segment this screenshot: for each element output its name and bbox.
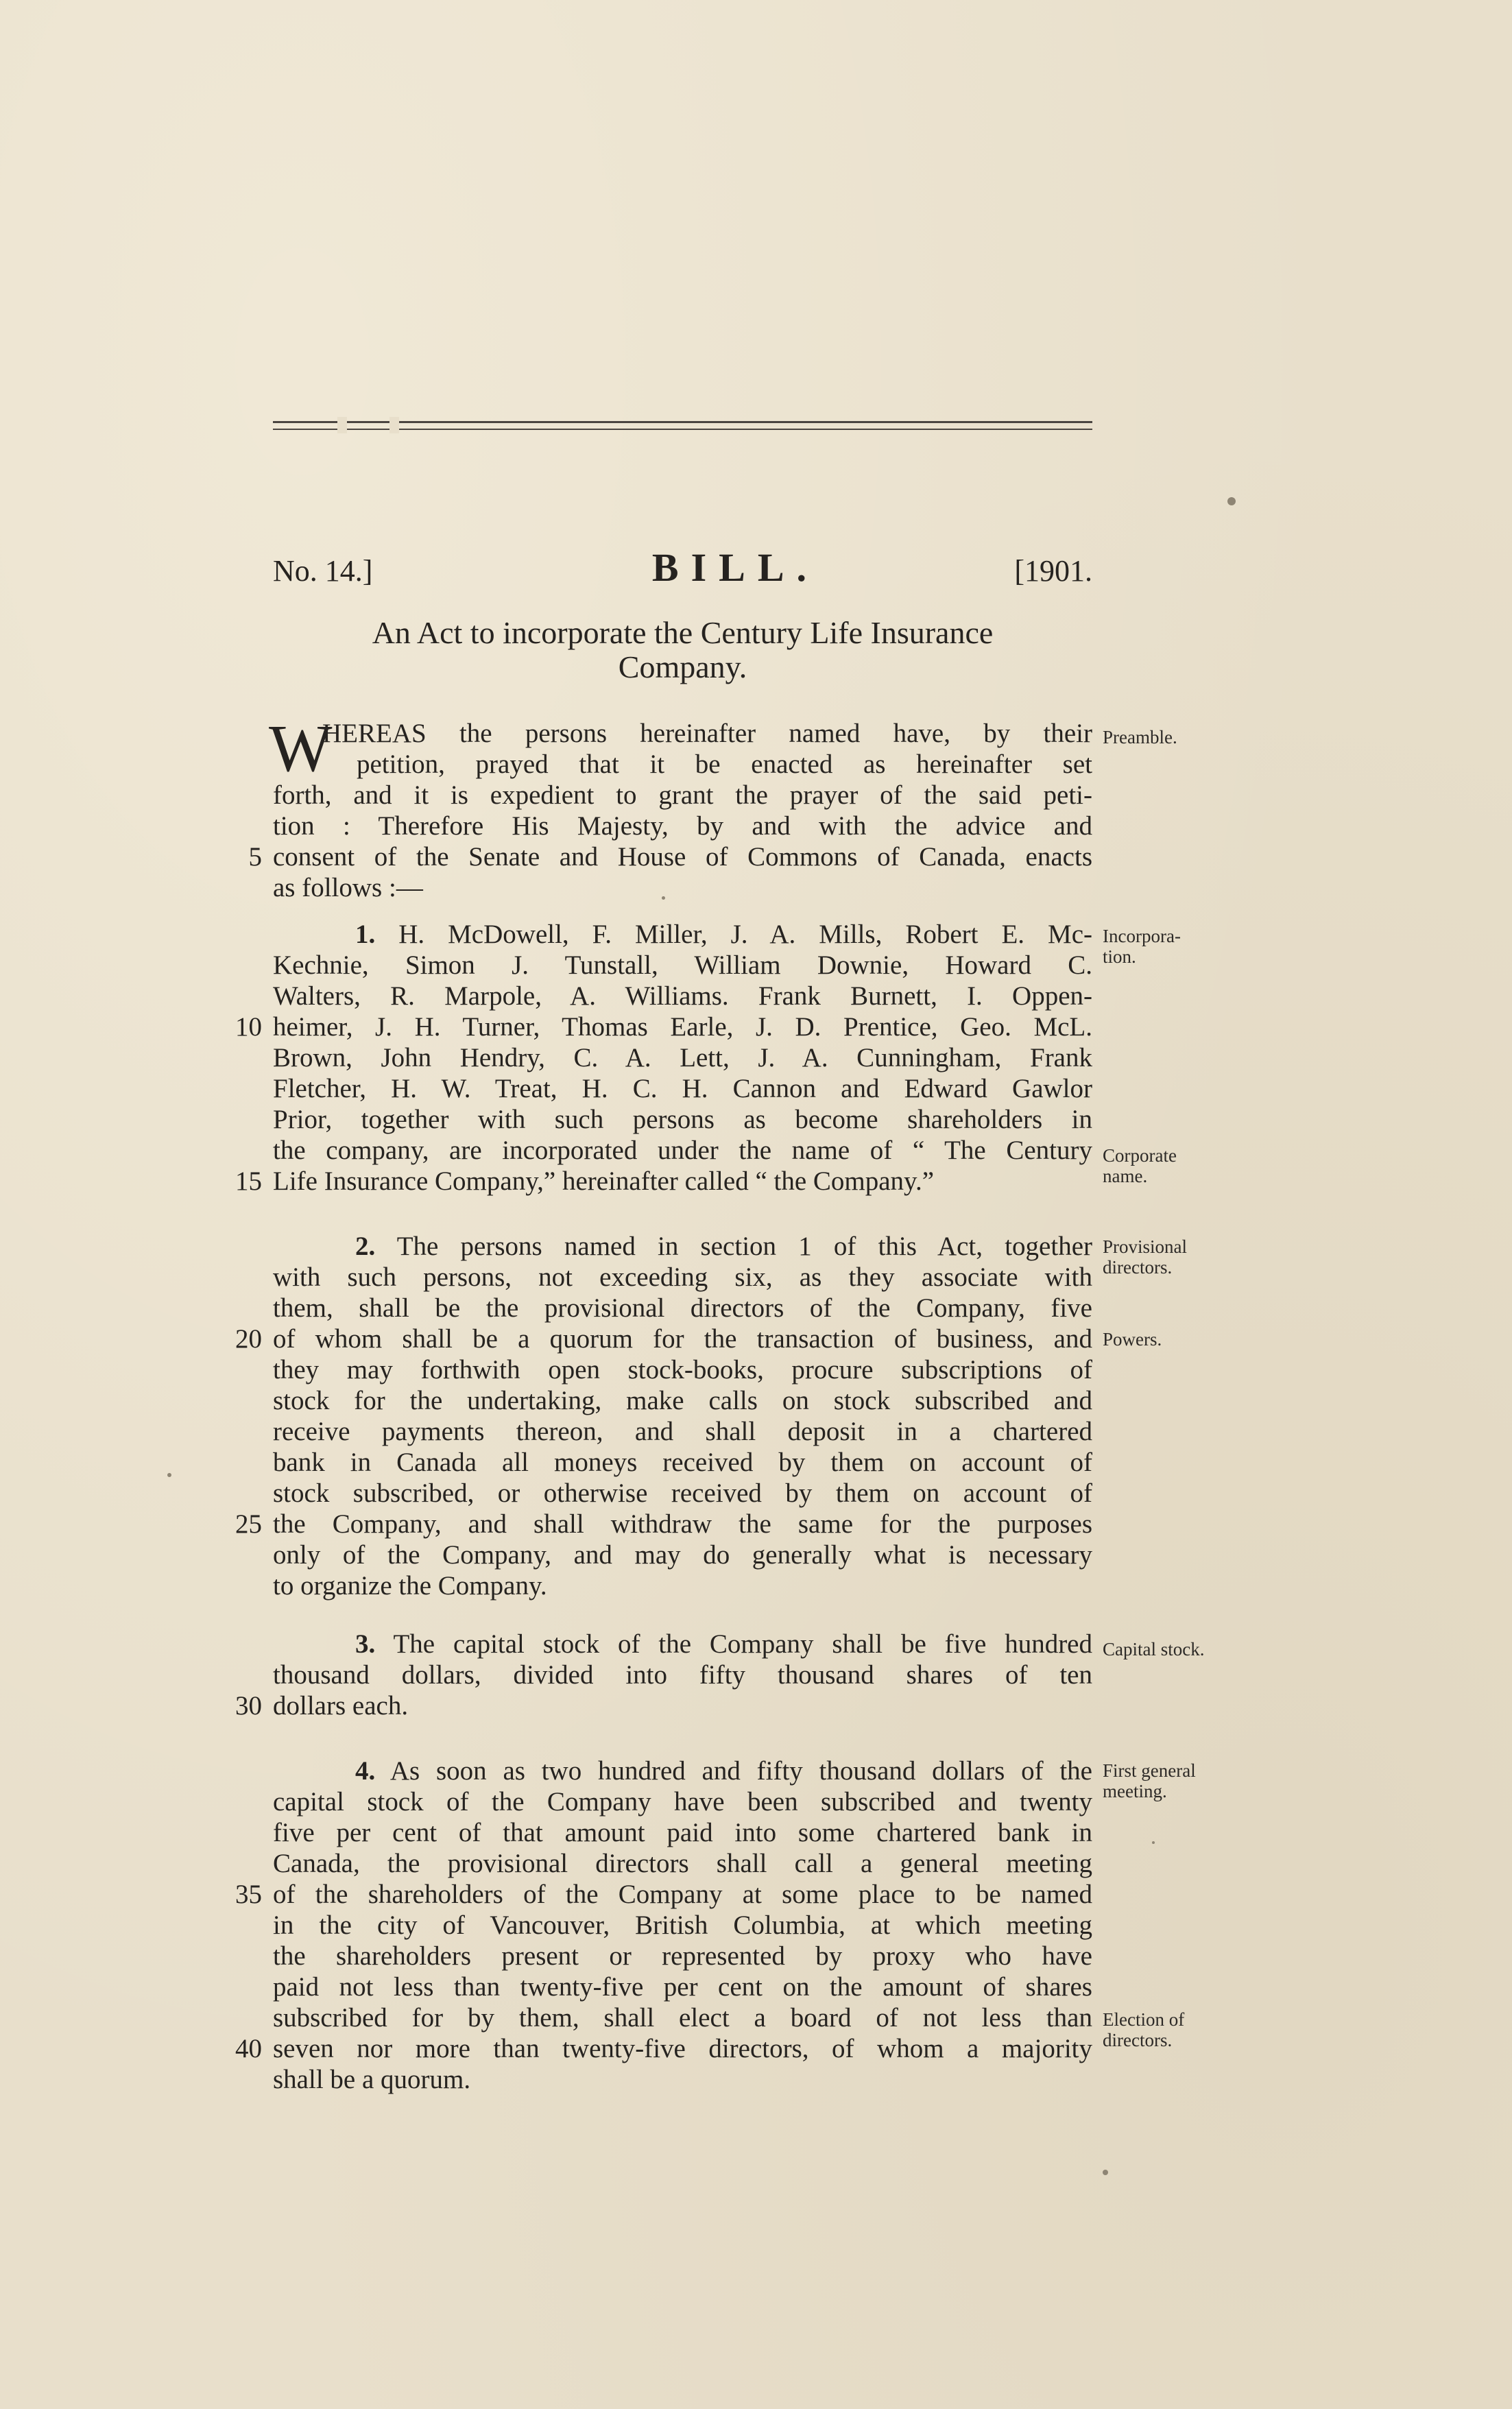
text-line (273, 1629, 1092, 1659)
margin-note-line: meeting. (1103, 1781, 1167, 1801)
paper-speck (662, 896, 665, 900)
line-number: 35 (235, 1880, 262, 1909)
text-line: as follows :— (273, 873, 423, 902)
text-line: five per cent of that amount paid into some chartered bank in (273, 1818, 1092, 1847)
text-line: seven nor more than twenty-five directors, of whom a majority (273, 2034, 1092, 2063)
text-line: thousand dollars, divided into fifty thousand shares of ten (273, 1660, 1092, 1690)
margin-note-powers: Powers. (1103, 1329, 1162, 1350)
text-line: dollars each. (273, 1691, 409, 1721)
margin-note-first-meeting (1103, 1760, 1196, 1801)
section-number: 3. (355, 1629, 376, 1659)
margin-note-line: directors. (1103, 2030, 1173, 2050)
text-line: the Company, and shall withdraw the same for the purposes (273, 1509, 1092, 1539)
paper-speck (167, 1473, 171, 1477)
text-line: of whom shall be a quorum for the transaction of business, and (273, 1324, 1092, 1354)
text-line: shall be a quorum. (273, 2065, 471, 2094)
text-line (273, 1755, 1092, 1786)
text-line: Walters, R. Marpole, A. Williams. Frank Burnett, I. Oppen- (273, 981, 1092, 1011)
margin-note-incorporation (1103, 926, 1181, 967)
margin-note-line: directors. (1103, 1257, 1173, 1278)
text-line: Brown, John Hendry, C. A. Lett, J. A. Cunningham, Frank (273, 1043, 1092, 1072)
text-line: to organize the Company. (273, 1571, 547, 1601)
text-line: petition, prayed that it be enacted as hereinafter set (357, 750, 1092, 779)
text-line: heimer, J. H. Turner, Thomas Earle, J. D. Prentice, Geo. McL. (273, 1012, 1092, 1042)
act-title-line-1: An Act to incorporate the Century Life Insurance (372, 615, 994, 650)
line-number: 30 (235, 1691, 262, 1721)
paper-speck (1152, 1841, 1155, 1844)
text-line: Fletcher, H. W. Treat, H. C. H. Cannon and Edward Gawlor (273, 1074, 1092, 1103)
margin-note-preamble: Preamble. (1103, 727, 1177, 747)
paper-speck (1227, 497, 1236, 505)
text-line: Life Insurance Company,” hereinafter called “ the Company.” (273, 1166, 935, 1196)
line-number: 20 (235, 1324, 262, 1354)
line-number: 25 (235, 1509, 262, 1539)
section-2 (273, 1231, 1092, 1601)
margin-note-line: name. (1103, 1166, 1148, 1186)
text-line: forth, and it is expedient to grant the prayer of the said peti- (273, 780, 1092, 810)
bill-heading-text: BILL. (651, 545, 819, 590)
text-line: Prior, together with such persons as become shareholders in (273, 1105, 1092, 1134)
section-number: 2. (355, 1232, 376, 1261)
section-number: 4. (355, 1756, 376, 1786)
line-number: 15 (235, 1166, 262, 1196)
section-3 (273, 1629, 1092, 1721)
margin-note-capital-stock: Capital stock. (1103, 1639, 1205, 1659)
bill-year: [1901. (1014, 554, 1092, 588)
margin-note-election (1103, 2009, 1184, 2050)
text-line: in the city of Vancouver, British Columbia, at which meeting (273, 1910, 1092, 1940)
rule-break (389, 417, 399, 433)
text-line: the shareholders present or represented by proxy who have (273, 1941, 1092, 1971)
text-line: of the shareholders of the Company at some place to be named (273, 1880, 1092, 1909)
text-line: tion : Therefore His Majesty, by and with the advice and (273, 811, 1092, 841)
text-line: paid not less than twenty-five per cent on the amount of shares (273, 1972, 1092, 2002)
text-line-content: The persons named in section 1 of this Act, together (396, 1232, 1092, 1261)
section-4 (273, 1755, 1092, 2095)
text-line: capital stock of the Company have been subscribed and twenty (273, 1787, 1092, 1817)
bill-heading (0, 545, 1512, 590)
text-line: only of the Company, and may do generally what is necessary (273, 1540, 1092, 1570)
margin-note-line: Provisional (1103, 1236, 1188, 1257)
text-line: subscribed for by them, shall elect a board of not less than (273, 2003, 1092, 2033)
text-line: consent of the Senate and House of Commons of Canada, enacts (273, 842, 1092, 872)
text-line: they may forthwith open stock-books, procure subscriptions of (273, 1355, 1092, 1385)
text-line: Kechnie, Simon J. Tunstall, William Downie, Howard C. (273, 950, 1092, 980)
margin-note-corporate-name (1103, 1145, 1177, 1186)
text-line: the company, are incorporated under the name of “ The Century (273, 1136, 1092, 1165)
text-line: them, shall be the provisional directors of the Company, five (273, 1293, 1092, 1323)
margin-note-line: tion. (1103, 946, 1136, 967)
text-line-content: The capital stock of the Company shall be five hundred (393, 1629, 1092, 1659)
line-number: 5 (248, 842, 262, 872)
line-number: 40 (235, 2034, 262, 2063)
text-line: HEREAS the persons hereinafter named have, by their (322, 719, 1092, 748)
margin-note-line: Incorpora- (1103, 926, 1181, 946)
dropcap: W (269, 712, 333, 786)
act-title (273, 616, 1092, 684)
margin-note-line: Election of (1103, 2009, 1185, 2030)
margin-note-line: Corporate (1103, 1145, 1177, 1166)
text-line (273, 1231, 1092, 1262)
text-line-content: H. McDowell, F. Miller, J. A. Mills, Robert E. Mc- (398, 920, 1092, 949)
text-line: stock subscribed, or otherwise received by them on account of (273, 1478, 1092, 1508)
paper-speck (1103, 2170, 1108, 2175)
bill-number: No. 14.] (273, 554, 373, 588)
text-line: stock for the undertaking, make calls on stock subscribed and (273, 1386, 1092, 1415)
act-title-line-2: Company. (618, 649, 747, 684)
section-number: 1. (355, 920, 376, 949)
text-line: with such persons, not exceeding six, as they associate with (273, 1262, 1092, 1292)
text-line: Canada, the provisional directors shall call a general meeting (273, 1849, 1092, 1878)
section-1 (273, 919, 1092, 1197)
rule-break (337, 417, 347, 433)
preamble-paragraph (269, 712, 1092, 903)
text-line: bank in Canada all moneys received by them on account of (273, 1448, 1092, 1477)
text-line-content: As soon as two hundred and fifty thousand dollars of the (389, 1756, 1092, 1786)
margin-note-line: First general (1103, 1760, 1196, 1781)
text-line (273, 919, 1092, 950)
margin-note-provisional-directors (1103, 1236, 1187, 1278)
text-line: receive payments thereon, and shall deposit in a chartered (273, 1417, 1092, 1446)
line-number: 10 (235, 1012, 262, 1042)
